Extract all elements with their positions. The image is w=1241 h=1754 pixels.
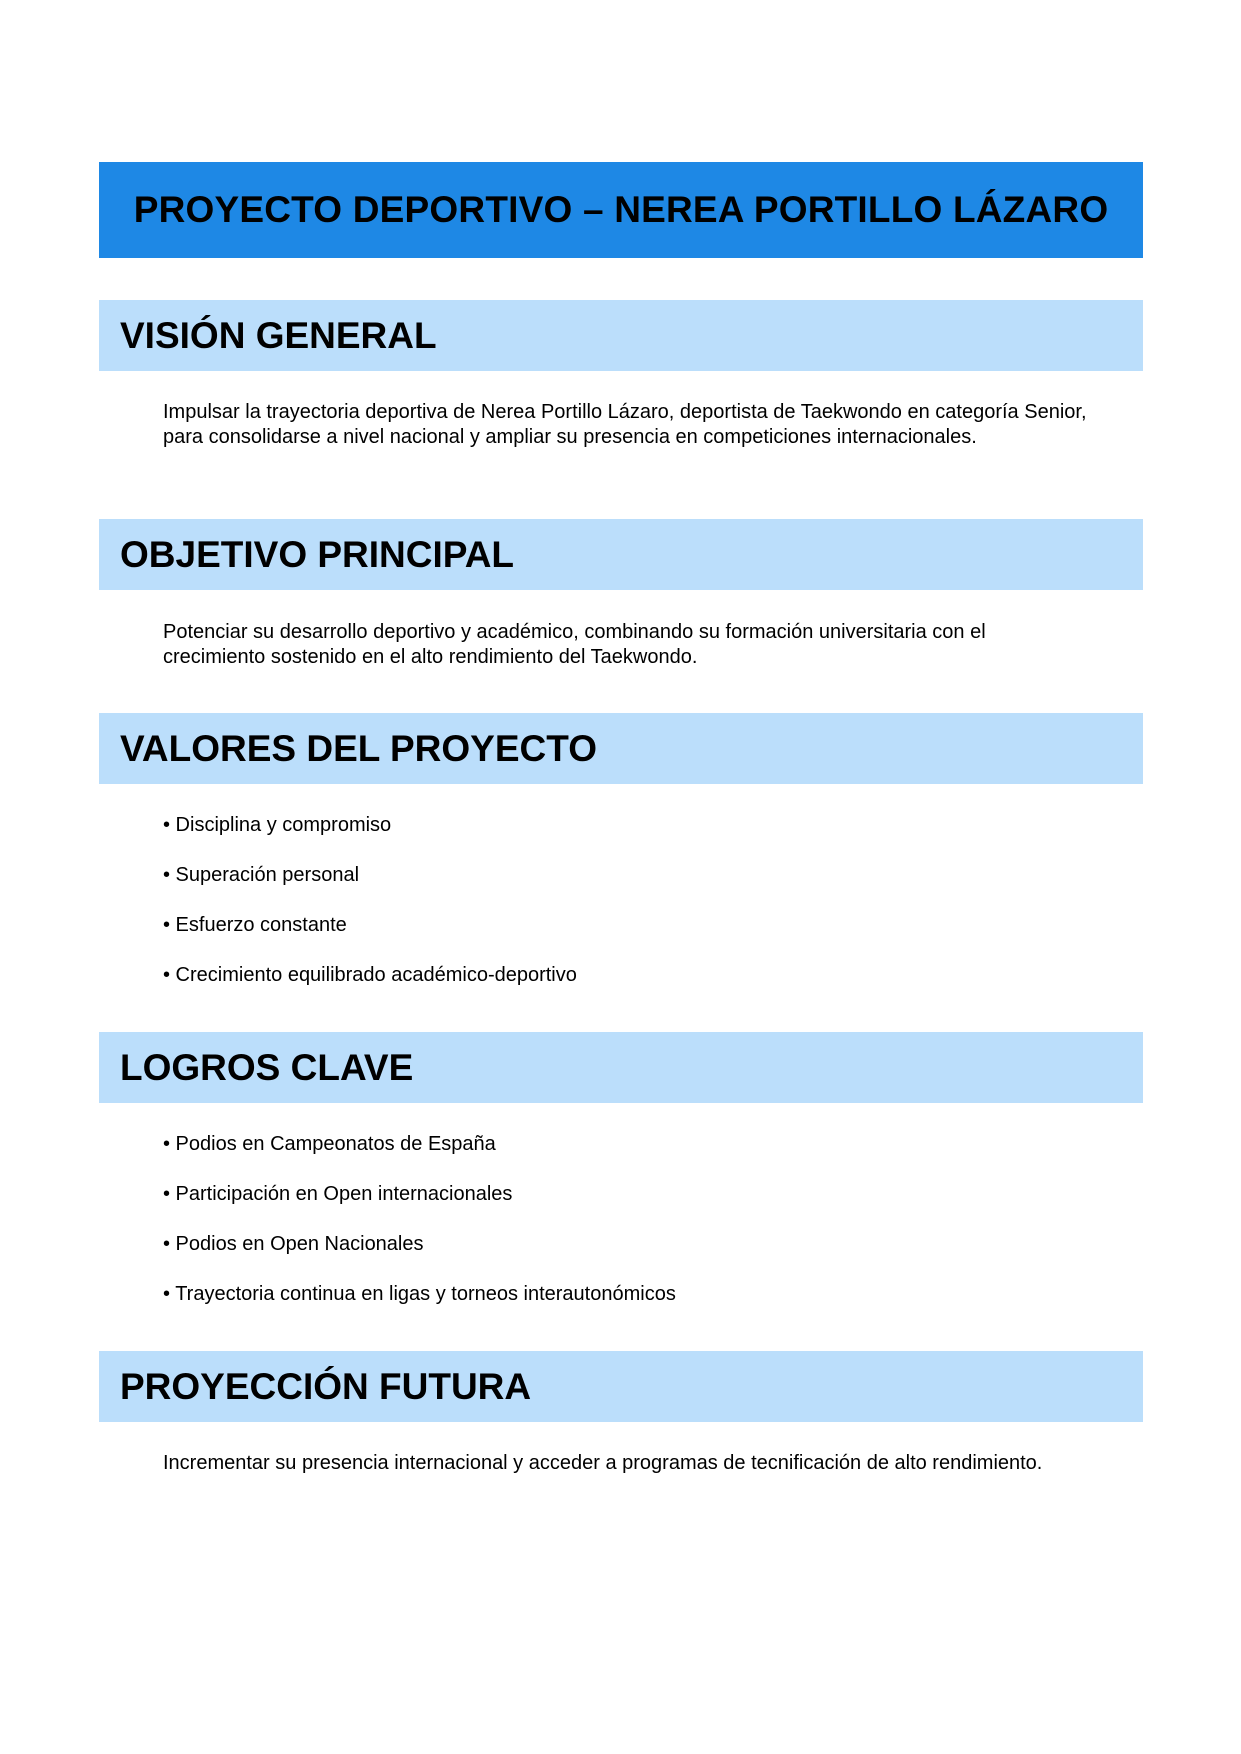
section-header-vision-general <box>99 300 1143 371</box>
section-header-objetivo-principal <box>99 519 1143 590</box>
section-body-vision-general: Impulsar la trayectoria deportiva de Nerea Portillo Lázaro, deportista de Taekwondo en categoría Senior, para consolidarse a nivel nacional y ampliar su presencia en competiciones internacionales. <box>163 401 1087 448</box>
section-heading: LOGROS CLAVE <box>120 1046 414 1088</box>
section-body-objetivo-principal: Potenciar su desarrollo deportivo y académico, combinando su formación universitaria con el crecimiento sostenido en el alto rendimiento del Taekwondo. <box>163 621 986 668</box>
list-item: • Trayectoria continua en ligas y torneos interautonómicos <box>163 1283 676 1305</box>
section-header-logros-clave <box>99 1032 1143 1103</box>
title-banner <box>99 162 1143 258</box>
list-item: • Crecimiento equilibrado académico-deportivo <box>163 964 577 986</box>
list-item: • Podios en Open Nacionales <box>163 1233 424 1255</box>
list-item: • Participación en Open internacionales <box>163 1183 513 1205</box>
logros-list <box>163 1132 1093 1332</box>
section-heading: PROYECCIÓN FUTURA <box>120 1365 532 1407</box>
valores-list <box>163 813 1093 1013</box>
section-heading: OBJETIVO PRINCIPAL <box>120 533 515 575</box>
section-header-valores-del-proyecto <box>99 713 1143 784</box>
section-body-proyeccion-futura: Incrementar su presencia internacional y acceder a programas de tecnificación de alto rendimiento. <box>163 1452 1043 1474</box>
list-item: • Superación personal <box>163 864 360 886</box>
section-heading: VISIÓN GENERAL <box>120 314 437 356</box>
list-item: • Disciplina y compromiso <box>163 814 392 836</box>
document-title: PROYECTO DEPORTIVO – NEREA PORTILLO LÁZARO <box>133 189 1109 230</box>
list-item: • Podios en Campeonatos de España <box>163 1133 496 1155</box>
list-item: • Esfuerzo constante <box>163 914 347 936</box>
section-heading: VALORES DEL PROYECTO <box>120 727 597 769</box>
section-header-proyeccion-futura <box>99 1351 1143 1422</box>
